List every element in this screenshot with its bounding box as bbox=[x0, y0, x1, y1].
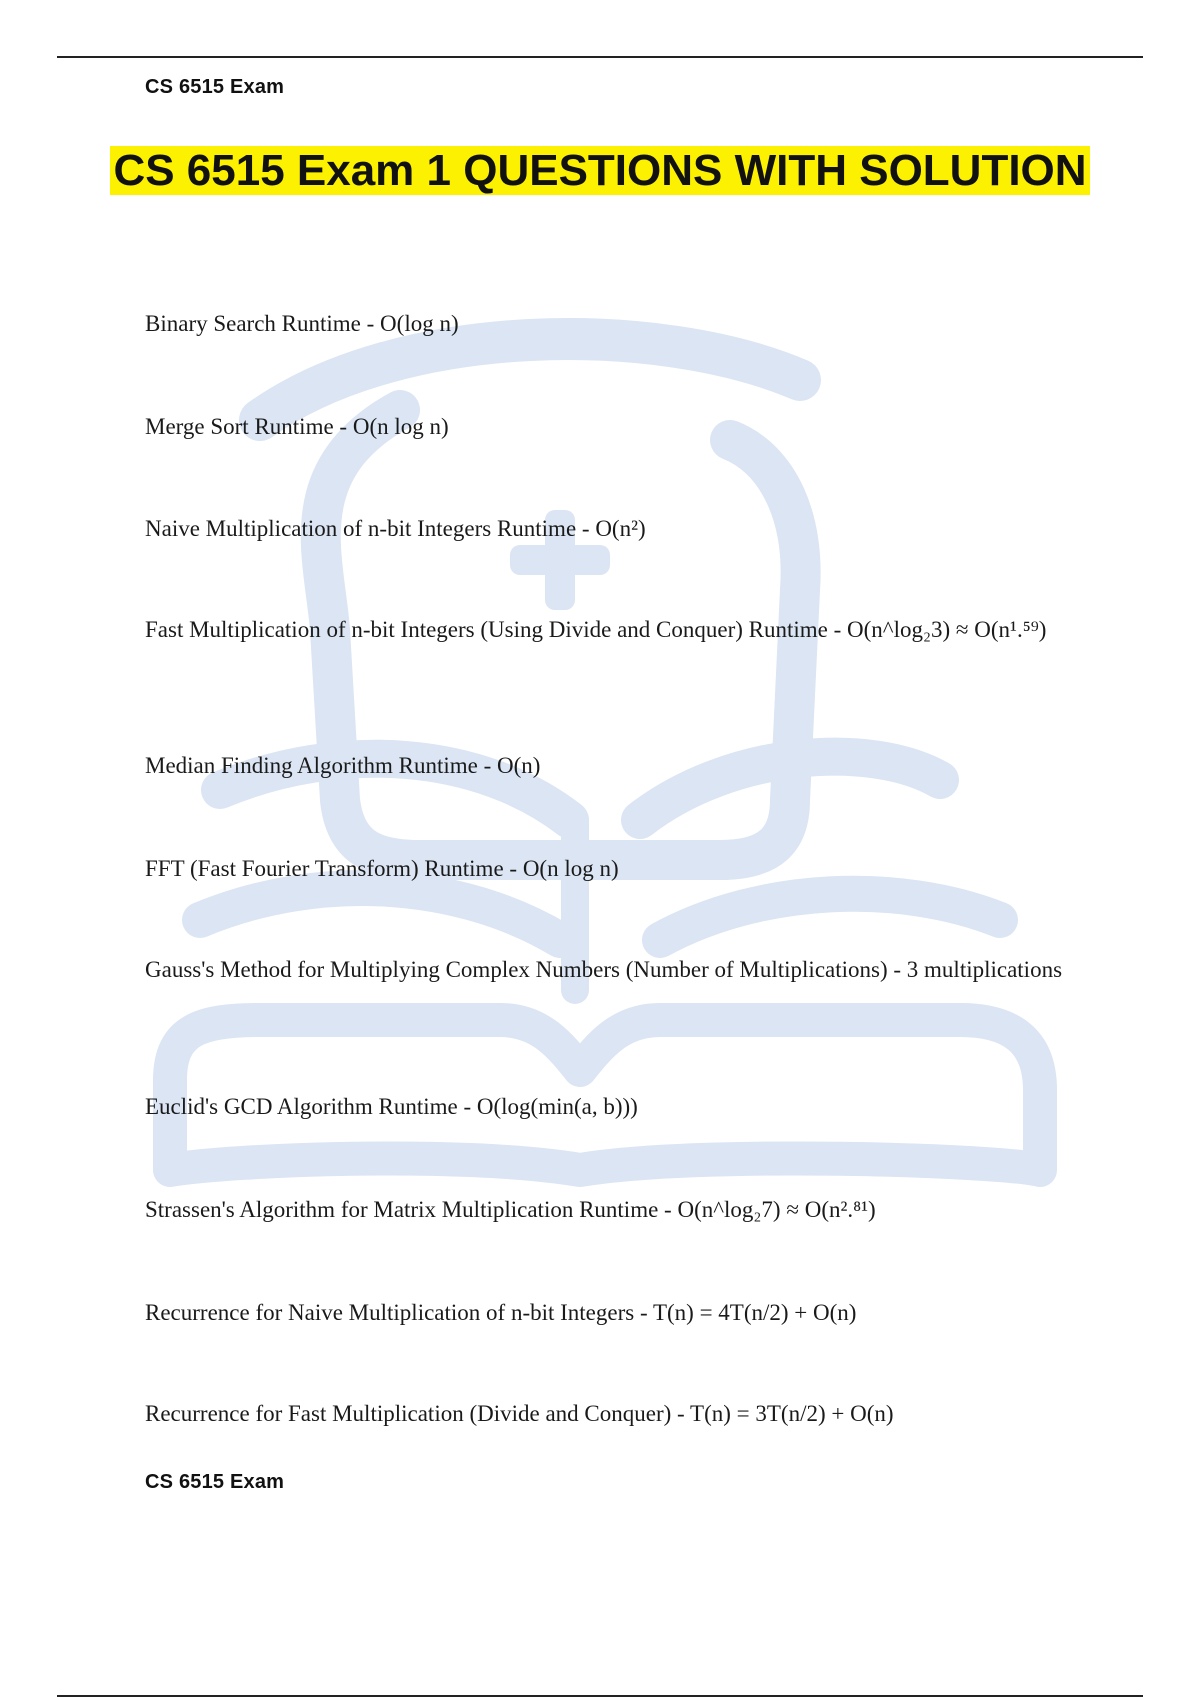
qa-item: Recurrence for Fast Multiplication (Divide and Conquer) - T(n) = 3T(n/2) + O(n) bbox=[145, 1401, 894, 1426]
running-header: CS 6515 Exam bbox=[145, 76, 285, 98]
document-title bbox=[100, 142, 1100, 200]
qa-item: Merge Sort Runtime - O(n log n) bbox=[145, 414, 449, 439]
qa-item: Median Finding Algorithm Runtime - O(n) bbox=[145, 753, 541, 778]
document-title-text: CS 6515 Exam 1 QUESTIONS WITH SOLUTION bbox=[110, 146, 1089, 195]
qa-item: Binary Search Runtime - O(log n) bbox=[145, 311, 459, 336]
qa-item: Fast Multiplication of n-bit Integers (Using Divide and Conquer) Runtime - O(n^log₂3) ≈ O(n¹.⁵⁹) bbox=[145, 617, 1047, 642]
footer-rule bbox=[57, 1695, 1143, 1697]
qa-item: Recurrence for Naive Multiplication of n-bit Integers - T(n) = 4T(n/2) + O(n) bbox=[145, 1300, 857, 1325]
header-rule bbox=[57, 56, 1143, 58]
qa-item: Naive Multiplication of n-bit Integers Runtime - O(n²) bbox=[145, 516, 646, 541]
qa-item: FFT (Fast Fourier Transform) Runtime - O(n log n) bbox=[145, 856, 619, 881]
qa-item: Gauss's Method for Multiplying Complex Numbers (Number of Multiplications) - 3 multiplications bbox=[145, 957, 1063, 982]
qa-item: Euclid's GCD Algorithm Runtime - O(log(min(a, b))) bbox=[145, 1094, 638, 1119]
running-footer: CS 6515 Exam bbox=[145, 1471, 285, 1493]
nurse-cap-book-watermark-icon bbox=[140, 300, 1100, 1280]
qa-item: Strassen's Algorithm for Matrix Multiplication Runtime - O(n^log₂7) ≈ O(n².⁸¹) bbox=[145, 1197, 876, 1222]
